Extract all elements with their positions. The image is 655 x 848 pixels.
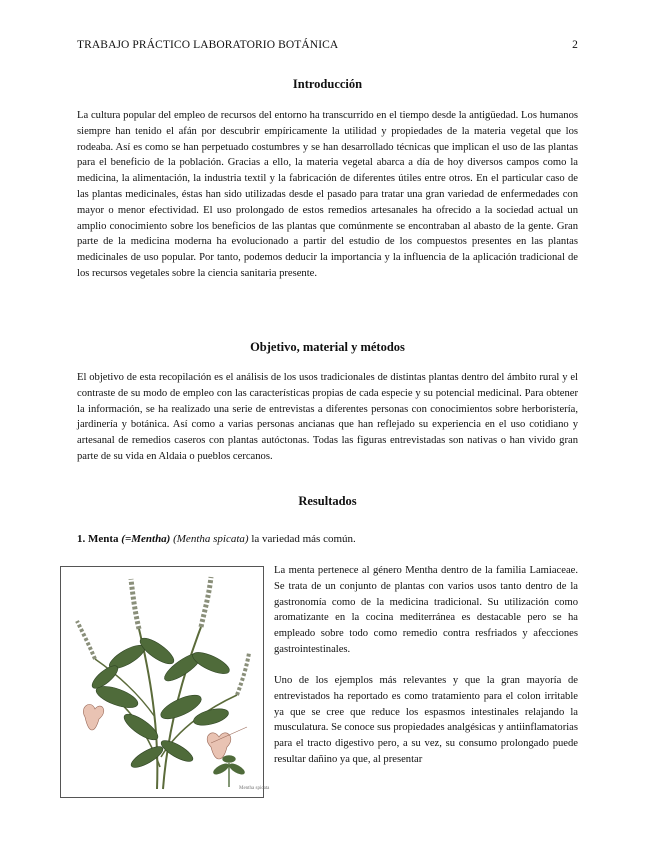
document-title: TRABAJO PRÁCTICO LABORATORIO BOTÁNICA — [77, 39, 339, 51]
page-header — [77, 39, 578, 51]
plant-species: (Mentha spicata) — [173, 533, 249, 545]
intro-heading: Introducción — [292, 77, 363, 91]
plant-item-title — [77, 533, 356, 545]
mint-plant-drawing — [61, 567, 270, 797]
plant-synonym: (=Mentha) — [121, 533, 171, 545]
mint-paragraph-2: Uno de los ejemplos más relevantes y que la gran mayoría de entrevistados ha reportado es como tratamiento para el colon irritable ya que se cree que reduce los espasmos intestinales relajando la musculatura. Se conoce sus propiedades analgésicas y antiinflamatorias para el tracto digestivo pero, a su vez, su consumo prolongado puede resultar dañino ya que, al presentar — [274, 675, 578, 765]
methods-heading: Objetivo, material y métodos — [250, 340, 405, 354]
results-heading: Resultados — [298, 494, 357, 508]
mint-illustration — [60, 566, 270, 798]
plant-number-name: 1. Menta — [77, 533, 119, 545]
methods-paragraph: El objetivo de esta recopilación es el análisis de los usos tradicionales de distintas plantas dentro del ámbito rural y el contraste de su modo de empleo con las características propias de cada especie y su potencial medicinal. Para obtener la información, se ha realizado una serie de entrevistas a diferentes personas con conocimientos sobre herboristería, jardinería y botánica. Así como a varias personas ancianas que han reflejado su experiencia en el uso cotidiano y artesanal de remedios caseros con plantas autóctonas. Todas las figuras entrevistadas son nativas o han vivido gran parte de su vida en Aldaia o pueblos cercanos. — [77, 372, 578, 462]
plant-note: la variedad más común. — [251, 533, 356, 545]
intro-paragraph: La cultura popular del empleo de recursos del entorno ha transcurrido en el tiempo desde la antigüedad. Los humanos siempre han tenido el afán por descubrir empíricamente la utilidad y propiedades de la materia vegetal que los rodeaba. Así es como se han perpetuado costumbres y se han desarrollado técnicas que implican el uso de las plantas para el beneficio de la población. Gracias a ello, la materia vegetal abarca a día de hoy diversos campos como la medicina, la alimentación, la industria textil y la fabricación de diferentes útiles entre otros. En el particular caso de las plantas medicinales, éstas han sido utilizadas desde el pasado para tratar una gran variedad de enfermedades con mayor o menor efectividad. El uso prolongado de estos remedios artesanales ha ofrecido a la sociedad actual un amplio conocimiento sobre los beneficios de las plantas que comúnmente se encontraban al abasto de la gente. Gran parte de la medicina moderna ha evolucionado a partir del estudio de los compuestos presentes en las plantas medicinales de uso popular. Por tanto, podemos deducir la importancia y la influencia de la aplicación tradicional de los recursos vegetales sobre la ciencia sanitaria presente. — [77, 110, 578, 279]
mint-paragraph-1: La menta pertenece al género Mentha dentro de la familia Lamiaceae. Se trata de un conjunto de plantas con varios usos tanto dentro de la gastronomía como de la medicina tradicional. Su utilización como aromatizante en la cocina mediterránea es destacable pero se ha empleado sobre todo como remedio contra resfriados y afecciones gastrointestinales. — [274, 565, 578, 655]
page-number: 2 — [572, 39, 578, 51]
figure-caption: Mentha spicata — [239, 786, 270, 791]
